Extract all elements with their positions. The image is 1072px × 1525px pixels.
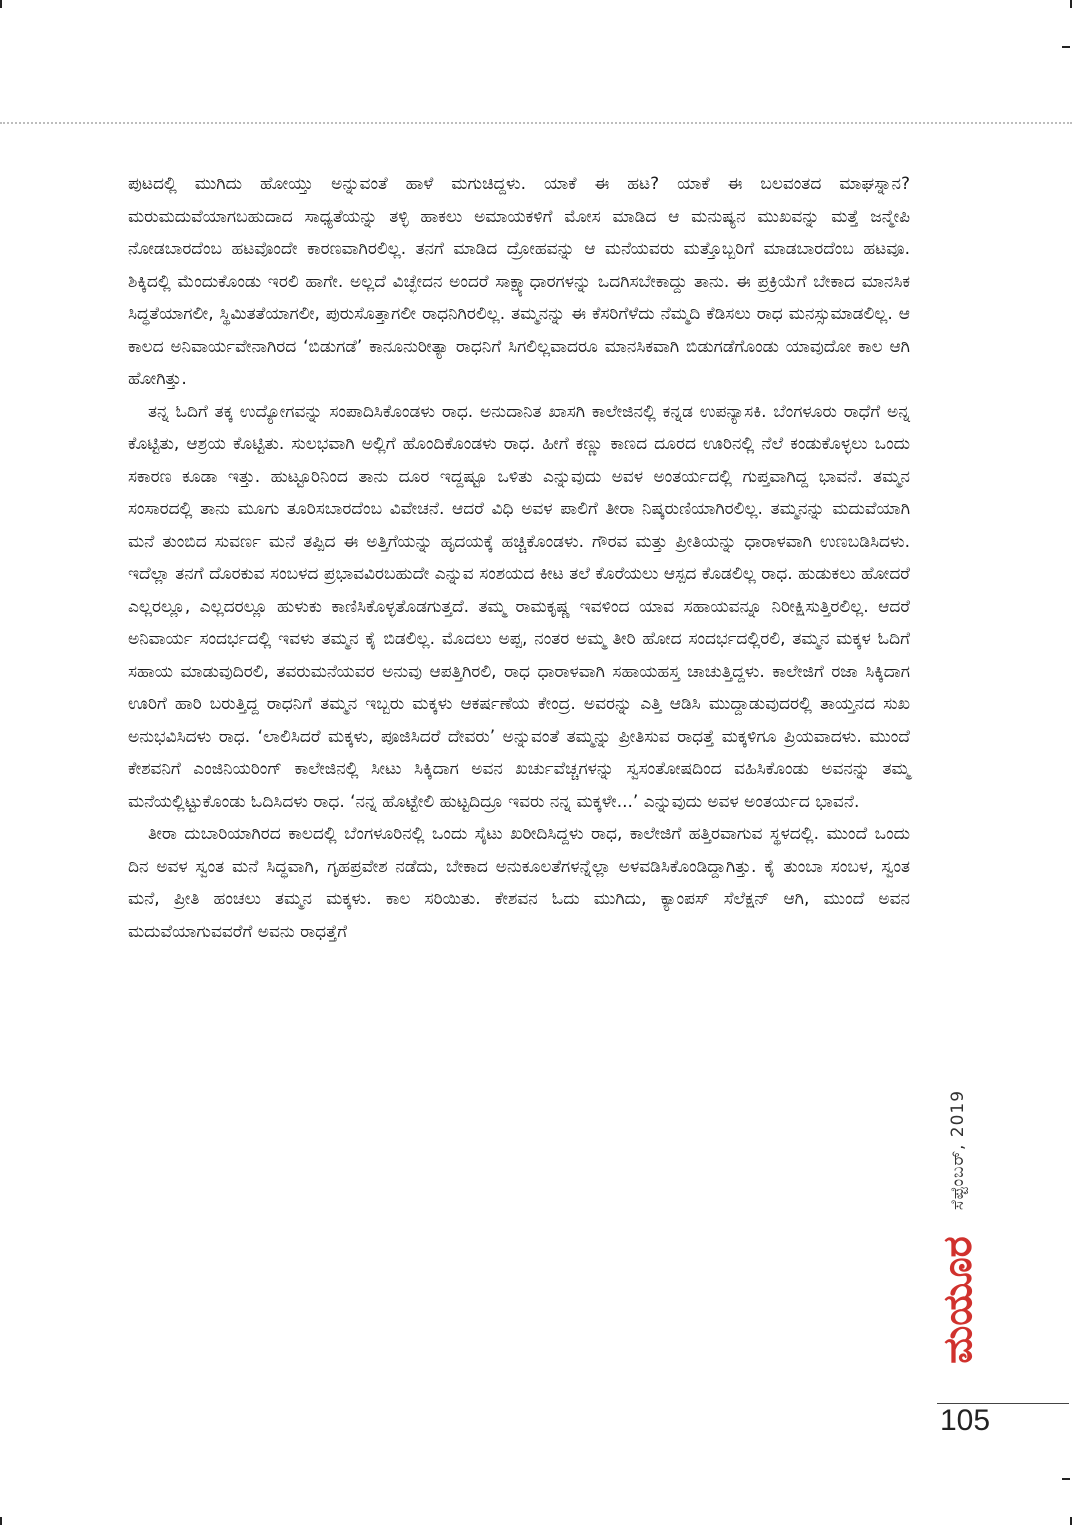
paragraph-3: ತೀರಾ ದುಬಾರಿಯಾಗಿರದ ಕಾಲದಲ್ಲಿ ಬೆಂಗಳೂರಿನಲ್ಲಿ ಒಂದು ಸೈಟು ಖರೀದಿಸಿದ್ದಳು ರಾಧ, ಕಾಲೇಜಿಗೆ ಹತ್ತಿರವಾಗುವ ಸ್ಥಳದಲ್ಲಿ. ಮುಂದೆ ಒಂದು ದಿನ ಅವಳ ಸ್ವಂತ ಮನೆ ಸಿದ್ಧವಾಗಿ, ಗೃಹಪ್ರವೇಶ ನಡೆದು, ಬೇಕಾದ ಅನುಕೂಲತೆಗಳನ್ನೆಲ್ಲಾ ಅಳವಡಿಸಿಕೊಂಡಿದ್ದಾಗಿತ್ತು. ಕೈ ತುಂಬಾ ಸಂಬಳ, ಸ್ವಂತ ಮನೆ, ಪ್ರೀತಿ ಹಂಚಲು ತಮ್ಮನ ಮಕ್ಕಳು. ಕಾಲ ಸರಿಯಿತು. ಕೇಶವನ ಓದು ಮುಗಿದು, ಕ್ಯಾಂಪಸ್ ಸೆಲೆಕ್ಷನ್ ಆಗಿ, ಮುಂದೆ ಅವನ ಮದುವೆಯಾಗುವವರೆಗೆ ಅವನು ರಾಧತ್ತೆಗೆ	[128, 824, 910, 942]
header-dotted-rule	[0, 122, 1072, 124]
paragraph-1: ಪುಟದಲ್ಲಿ ಮುಗಿದು ಹೋಯ್ತು ಅನ್ನುವಂತೆ ಹಾಳೆ ಮಗುಚಿದ್ದಳು. ಯಾಕೆ ಈ ಹಟ? ಯಾಕೆ ಈ ಬಲವಂತದ ಮಾಘಸ್ನಾನ? ಮರುಮದುವೆಯಾಗಬಹುದಾದ ಸಾಧ್ಯತೆಯನ್ನು ತಳ್ಳಿ ಹಾಕಲು ಅಮಾಯಕಳಿಗೆ ಮೋಸ ಮಾಡಿದ ಆ ಮನುಷ್ಯನ ಮುಖವನ್ನು ಮತ್ತೆ ಜನ್ಮೇಪಿ ನೋಡಬಾರದೆಂಬ ಹಟವೊಂದೇ ಕಾರಣವಾಗಿರಲಿಲ್ಲ. ತನಗೆ ಮಾಡಿದ ದ್ರೋಹವನ್ನು ಆ ಮನೆಯವರು ಮತ್ತೊಬ್ಬರಿಗೆ ಮಾಡಬಾರದೆಂಬ ಹಟವೂ. ಶಿಕ್ಕಿದಲ್ಲಿ ಮೆಂದುಕೊಂಡು ಇರಲಿ ಹಾಗೇ. ಅಲ್ಲದೆ ವಿಚ್ಛೇದನ ಅಂದರೆ ಸಾಕ್ಷ್ಯಾಧಾರಗಳನ್ನು ಒದಗಿಸಬೇಕಾದ್ದು ತಾನು. ಈ ಪ್ರಕ್ರಿಯೆಗೆ ಬೇಕಾದ ಮಾನಸಿಕ ಸಿದ್ಧತೆಯಾಗಲೀ, ಸ್ಥಿಮಿತತೆಯಾಗಲೀ, ಪುರುಸೊತ್ತಾಗಲೀ ರಾಧನಿಗಿರಲಿಲ್ಲ. ತಮ್ಮನನ್ನು ಈ ಕೆಸರಿಗೆಳೆದು ನೆಮ್ಮದಿ ಕೆಡಿಸಲು ರಾಧ ಮನಸ್ಸುಮಾಡಲಿಲ್ಲ. ಆ ಕಾಲದ ಅನಿವಾರ್ಯವೇನಾಗಿರದ ‘ಬಿಡುಗಡೆ’ ಕಾನೂನುರೀತ್ಯಾ ರಾಧನಿಗೆ ಸಿಗಲಿಲ್ಲವಾದರೂ ಮಾನಸಿಕವಾಗಿ ಬಿಡುಗಡೆಗೊಂಡು ಯಾವುದೋ ಕಾಲ ಆಗಿ ಹೋಗಿತ್ತು.	[128, 174, 910, 389]
crop-mark-top-left	[0, 0, 2, 8]
crop-mark-bottom-left	[0, 1517, 2, 1525]
magazine-logo: ಮಯೂರ	[935, 1236, 981, 1364]
crop-mark-right-upper	[1062, 46, 1070, 48]
page-number: 105	[940, 1404, 991, 1437]
crop-mark-right-lower	[1062, 1478, 1070, 1480]
article-body	[128, 168, 910, 948]
paragraph-2: ತನ್ನ ಓದಿಗೆ ತಕ್ಕ ಉದ್ಯೋಗವನ್ನು ಸಂಪಾದಿಸಿಕೊಂಡಳು ರಾಧ. ಅನುದಾನಿತ ಖಾಸಗಿ ಕಾಲೇಜಿನಲ್ಲಿ ಕನ್ನಡ ಉಪನ್ಯಾಸಕಿ. ಬೆಂಗಳೂರು ರಾಧೆಗೆ ಅನ್ನ ಕೊಟ್ಟಿತು, ಆಶ್ರಯ ಕೊಟ್ಟಿತು. ಸುಲಭವಾಗಿ ಅಲ್ಲಿಗೆ ಹೊಂದಿಕೊಂಡಳು ರಾಧ. ಹೀಗೆ ಕಣ್ಣು ಕಾಣದ ದೂರದ ಊರಿನಲ್ಲಿ ನೆಲೆ ಕಂಡುಕೊಳ್ಳಲು ಒಂದು ಸಕಾರಣ ಕೂಡಾ ಇತ್ತು. ಹುಟ್ಟೂರಿನಿಂದ ತಾನು ದೂರ ಇದ್ದಷ್ಟೂ ಒಳಿತು ಎನ್ನುವುದು ಅವಳ ಅಂತರ್ಯದಲ್ಲಿ ಗುಪ್ತವಾಗಿದ್ದ ಭಾವನೆ. ತಮ್ಮನ ಸಂಸಾರದಲ್ಲಿ ತಾನು ಮೂಗು ತೂರಿಸಬಾರದೆಂಬ ವಿವೇಚನೆ. ಆದರೆ ವಿಧಿ ಅವಳ ಪಾಲಿಗೆ ತೀರಾ ನಿಷ್ಕರುಣಿಯಾಗಿರಲಿಲ್ಲ. ತಮ್ಮನನ್ನು ಮದುವೆಯಾಗಿ ಮನೆ ತುಂಬಿದ ಸುವರ್ಣ ಮನೆ ತಪ್ಪಿದ ಈ ಅತ್ತಿಗೆಯನ್ನು ಹೃದಯಕ್ಕೆ ಹಚ್ಚಿಕೊಂಡಳು. ಗೌರವ ಮತ್ತು ಪ್ರೀತಿಯನ್ನು ಧಾರಾಳವಾಗಿ ಉಣಬಡಿಸಿದಳು. ಇದೆಲ್ಲಾ ತನಗೆ ದೊರಕುವ ಸಂಬಳದ ಪ್ರಭಾವವಿರಬಹುದೇ ಎನ್ನುವ ಸಂಶಯದ ಕೀಟ ತಲೆ ಕೊರೆಯಲು ಆಸ್ಪದ ಕೊಡಲಿಲ್ಲ ರಾಧ. ಹುಡುಕಲು ಹೋದರೆ ಎಲ್ಲರಲ್ಲೂ, ಎಲ್ಲದರಲ್ಲೂ ಹುಳುಕು ಕಾಣಿಸಿಕೊಳ್ಳತೊಡಗುತ್ತದೆ. ತಮ್ಮ ರಾಮಕೃಷ್ಣ ಇವಳಿಂದ ಯಾವ ಸಹಾಯವನ್ನೂ ನಿರೀಕ್ಷಿಸುತ್ತಿರಲಿಲ್ಲ. ಆದರೆ ಅನಿವಾರ್ಯ ಸಂದರ್ಭದಲ್ಲಿ ಇವಳು ತಮ್ಮನ ಕೈ ಬಿಡಲಿಲ್ಲ. ಮೊದಲು ಅಪ್ಪ, ನಂತರ ಅಮ್ಮ ತೀರಿ ಹೋದ ಸಂದರ್ಭದಲ್ಲಿರಲಿ, ತಮ್ಮನ ಮಕ್ಕಳ ಓದಿಗೆ ಸಹಾಯ ಮಾಡುವುದಿರಲಿ, ತವರುಮನೆಯವರ ಅನುವು ಆಪತ್ತಿಗಿರಲಿ, ರಾಧ ಧಾರಾಳವಾಗಿ ಸಹಾಯಹಸ್ತ ಚಾಚುತ್ತಿದ್ದಳು. ಕಾಲೇಜಿಗೆ ರಜಾ ಸಿಕ್ಕಿದಾಗ ಊರಿಗೆ ಹಾರಿ ಬರುತ್ತಿದ್ದ ರಾಧನಿಗೆ ತಮ್ಮನ ಇಬ್ಬರು ಮಕ್ಕಳು ಆಕರ್ಷಣೆಯ ಕೇಂದ್ರ. ಅವರನ್ನು ಎತ್ತಿ ಆಡಿಸಿ ಮುದ್ದಾಡುವುದರಲ್ಲಿ ತಾಯ್ತನದ ಸುಖ ಅನುಭವಿಸಿದಳು ರಾಧ. ‘ಲಾಲಿಸಿದರೆ ಮಕ್ಕಳು, ಪೂಜಿಸಿದರೆ ದೇವರು’ ಅನ್ನುವಂತೆ ತಮ್ಮನ್ನು ಪ್ರೀತಿಸುವ ರಾಧತ್ತೆ ಮಕ್ಕಳಿಗೂ ಪ್ರಿಯವಾದಳು. ಮುಂದೆ ಕೇಶವನಿಗೆ ಎಂಜಿನಿಯರಿಂಗ್ ಕಾಲೇಜಿನಲ್ಲಿ ಸೀಟು ಸಿಕ್ಕಿದಾಗ ಅವನ ಖರ್ಚುವೆಚ್ಚಗಳನ್ನು ಸ್ವಸಂತೋಷದಿಂದ ವಹಿಸಿಕೊಂಡು ಅವನನ್ನು ತಮ್ಮ ಮನೆಯಲ್ಲಿಟ್ಟುಕೊಂಡು ಓದಿಸಿದಳು ರಾಧ. ‘ನನ್ನ ಹೊಟ್ಟೇಲಿ ಹುಟ್ಟದಿದ್ರೂ ಇವರು ನನ್ನ ಮಕ್ಕಳೇ...’ ಎನ್ನುವುದು ಅವಳ ಅಂತರ್ಯದ ಭಾವನೆ.	[128, 401, 910, 812]
issue-date: ಸೆಪ್ಟೆಂಬರ್, 2019	[948, 1089, 968, 1211]
